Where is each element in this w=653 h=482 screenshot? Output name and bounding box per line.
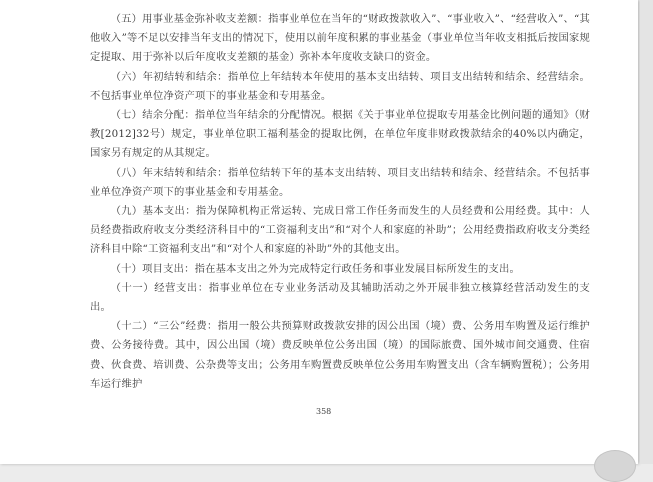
paragraph-surplus-offset: （五）用事业基金弥补收支差额：指事业单位在当年的“财政拨款收入”、“事业收入”、“经营收入”、“其他收入”等不足以安排当年支出的情况下，使用以前年度积累的事业基金（事业单位当年收支相抵后按国家规定提取、用于弥补以后年度收支差额的基金）弥补本年度收支缺口的资金。 [90, 13, 590, 64]
paragraph-surplus-allocation: （七）结余分配：指单位当年结余的分配情况。根据《关于事业单位提取专用基金比例问题的通知》（财教[2012]32号）规定，事业单位职工福利基金的提取比例，在单位年度非财政拨款结余的40%以内确定，国家另有规定的从其规定。 [90, 109, 590, 160]
floating-action-button[interactable] [594, 450, 636, 482]
paragraph-opening-carryover: （六）年初结转和结余：指单位上年结转本年使用的基本支出结转、项目支出结转和结余、经营结余。不包括事业单位净资产项下的事业基金和专用基金。 [90, 70, 590, 102]
paragraph-basic-expenditure: （九）基本支出：指为保障机构正常运转、完成日常工作任务而发生的人员经费和公用经费。其中：人员经费指政府收支分类经济科目中的“工资福利支出”和“对个人和家庭的补助”；公用经费指政府收支分类经济科目中除“工资福利支出”和“对个人和家庭的补助”外的其他支出。 [90, 205, 590, 256]
paragraph-operating-expenditure: （十一）经营支出：指事业单位在专业业务活动及其辅助活动之外开展非独立核算经营活动发生的支出。 [90, 281, 590, 314]
paragraph-closing-carryover: （八）年末结转和结余：指单位结转下年的基本支出结转、项目支出结转和结余、经营结余。不包括事业单位净资产项下的事业基金和专用基金。 [90, 166, 590, 198]
page-content [90, 10, 590, 394]
paragraph-project-expenditure: （十）项目支出：指在基本支出之外为完成特定行政任务和事业发展目标所发生的支出。 [110, 262, 520, 275]
vertical-scrollbar[interactable] [640, 0, 653, 464]
paragraph-three-public-expenses: （十二）“三公”经费：指用一般公共预算财政拨款安排的因公出国（境）费、公务用车购置及运行维护费、公务接待费。其中，因公出国（境）费反映单位公务出国（境）的国际旅费、国外城市间交通费、住宿费、伙食费、培训费、公杂费等支出；公务用车购置费反映单位公务用车购置支出（含车辆购置税）；公务用车运行维护 [90, 320, 590, 390]
page-number: 358 [316, 407, 332, 416]
